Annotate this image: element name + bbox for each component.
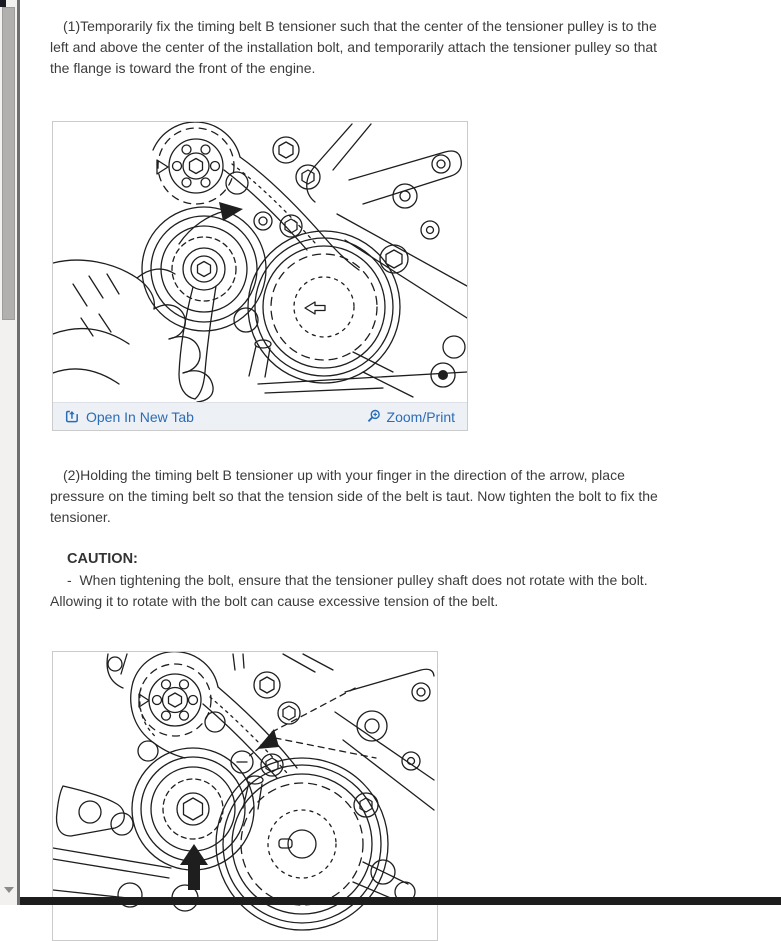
sprocket (157, 128, 234, 204)
open-in-new-tab-icon (65, 409, 80, 424)
scrollbar-down-arrow-icon[interactable] (4, 887, 14, 893)
scrollbar-corner-artifact (0, 0, 6, 7)
zoom-print-label: Zoom/Print (386, 408, 455, 425)
step-1-instruction: (1)Temporarily fix the timing belt B tensioner such that the center of the tensioner pulley is to the left and above the center of the installation bolt, and temporarily attach the tensioner pulley so that the flange is toward the front of the engine. (50, 18, 658, 76)
tensioner-pulley-and-wrench (142, 207, 266, 399)
crankshaft-pulley (248, 231, 400, 383)
timing-belt-tensioner-wrench-diagram (53, 122, 467, 402)
dashed-pointer-arrow (231, 686, 376, 773)
vertical-scrollbar[interactable] (0, 0, 17, 905)
open-in-new-tab-link[interactable] (65, 409, 194, 425)
hand (53, 260, 213, 402)
timing-belt (153, 122, 359, 270)
zoom-print-link[interactable] (366, 409, 455, 425)
timing-belt (131, 652, 297, 778)
caution-text: - When tightening the bolt, ensure that the tensioner pulley shaft does not rotate with the bolt. Allowing it to rotate with the bolt can cause excessive tension of the belt. (50, 572, 651, 609)
sprocket (139, 664, 211, 736)
zoom-icon (366, 409, 381, 424)
open-in-new-tab-label: Open In New Tab (86, 408, 194, 425)
diagram-card-1 (52, 121, 468, 431)
caution-heading: CAUTION: (67, 551, 138, 567)
image-action-bar (53, 402, 467, 430)
scrollbar-thumb[interactable] (2, 7, 15, 320)
step-2-instruction: (2)Holding the timing belt B tensioner up with your finger in the direction of the arrow, place pressure on the timing belt so that the tension side of the belt is taut. Now tighten the bolt to fix the tensioner. (50, 467, 658, 525)
window-bottom-edge (20, 897, 781, 905)
up-arrow (180, 844, 208, 890)
content-frame-border (17, 0, 20, 905)
engine-block-lines (53, 654, 434, 911)
